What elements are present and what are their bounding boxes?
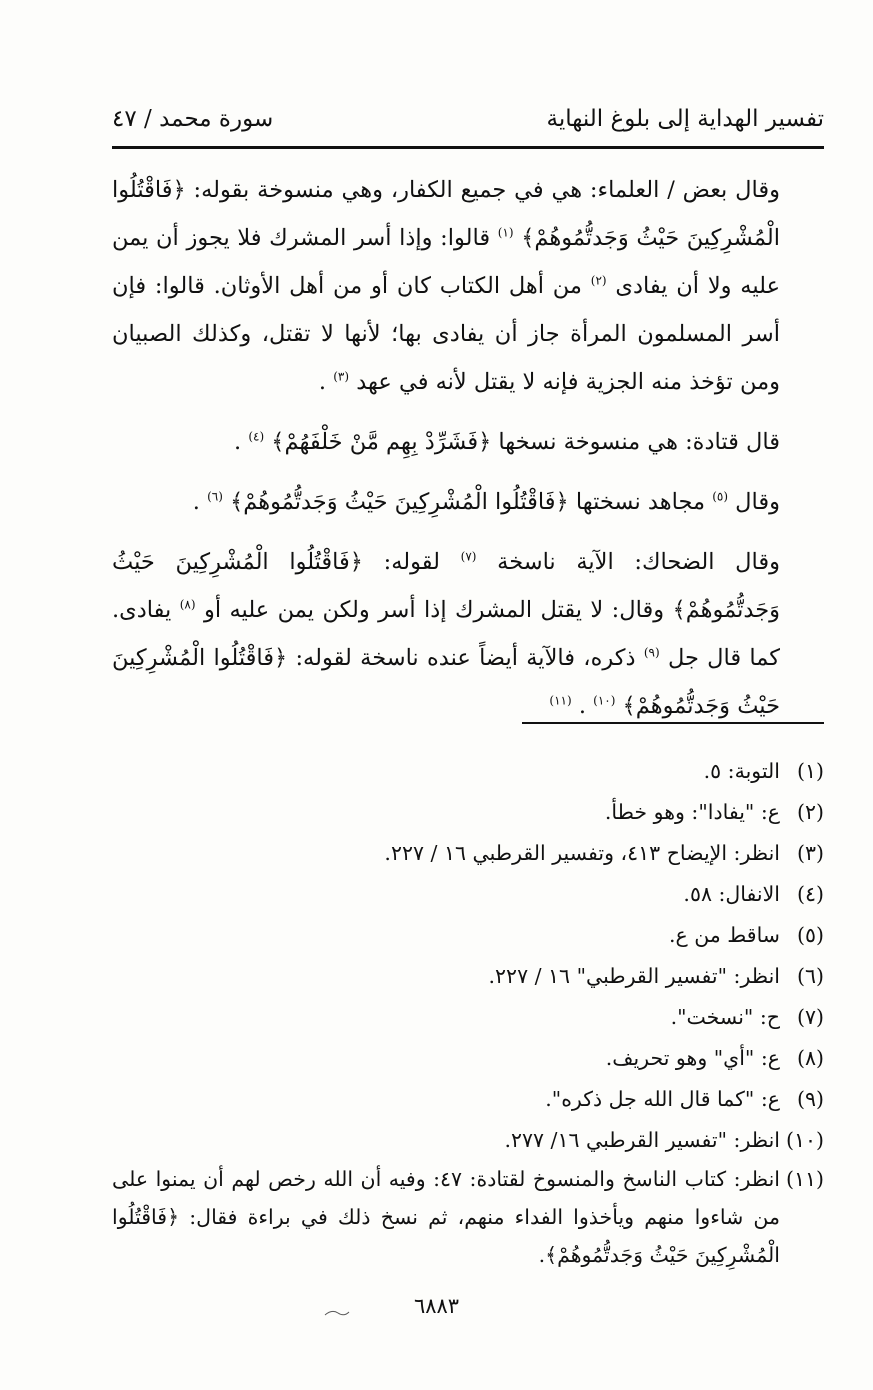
footnote-number: (٢): [796, 799, 824, 824]
surah-reference: سورة محمد / ٤٧: [112, 106, 274, 132]
footnote-item: [112, 1160, 824, 1274]
paragraph-4-text-d: يفادى. كما قال جل: [112, 597, 780, 671]
footnote-item: [112, 832, 824, 873]
paragraph-3-text-b: مجاهد نسختها: [568, 489, 706, 515]
footnote-text: الانفال: ٥٨.: [683, 881, 780, 906]
paragraph-1: [112, 166, 824, 406]
quran-quote: ﴿فَاقْتُلُوا الْمُشْرِكِينَ حَيْثُ وَجَدتُّمُوهُمْ﴾: [112, 177, 780, 251]
footnote-text: ح: "نسخت".: [670, 1004, 780, 1029]
footnote-number: (١): [796, 758, 824, 783]
footnote-text: التوبة: ٥.: [703, 758, 780, 783]
book-title: تفسير الهداية إلى بلوغ النهاية: [546, 106, 824, 132]
paragraph-1-text-c: من أهل الكتاب كان أو من أهل الأوثان. قالوا: فإن أسر المسلمون المرأة جاز أن يفادى بها؛ لأنها لا تقتل، وكذلك الصبيان ومن تؤخذ منه الجزية فإنه لا يقتل لأنه في عهد: [112, 273, 780, 395]
paragraph-3-text-c: .: [192, 489, 200, 515]
quran-quote: ﴿فَاقْتُلُوا الْمُشْرِكِينَ حَيْثُ وَجَدتُّمُوهُمْ﴾: [112, 549, 781, 623]
paragraph-2-text-b: .: [234, 429, 242, 455]
footnote-number: (٣): [796, 840, 824, 865]
footnote-separator: [522, 722, 824, 724]
footnote-text: انظر: "تفسير القرطبي ١٦/ ٢٧٧.: [504, 1127, 780, 1152]
footnote-ref-4[interactable]: (٤): [248, 429, 265, 444]
footnote-text: انظر: كتاب الناسخ والمنسوخ لقتادة: ٤٧: وفيه أن الله رخص لهم أن يمنوا على من شاءوا منهم ويأخذوا الفداء منهم، ثم نسخ ذلك في براءة فقال: ﴿فَاقْتُلُوا الْمُشْرِكِينَ حَيْثُ وَجَدتُّمُوهُمْ﴾.: [112, 1167, 780, 1267]
quran-quote: ﴿فَشَرِّدْ بِهِم مَّنْ خَلْفَهُمْ﴾: [271, 429, 492, 455]
footnote-number: (٨): [796, 1045, 824, 1070]
paragraph-1-text-a: وقال بعض / العلماء: هي في جميع الكفار، وهي منسوخة بقوله:: [185, 177, 780, 203]
footnote-item: [112, 1037, 824, 1078]
paragraph-3: [112, 478, 824, 526]
paragraph-4-text-e: ذكره، فالآية أيضاً عنده ناسخة لقوله:: [287, 645, 636, 671]
paragraph-4-text-b: لقوله:: [362, 549, 440, 575]
paragraph-2-text-a: قال قتادة: هي منسوخة نسخها: [491, 429, 780, 455]
paragraph-3-text-a: وقال: [735, 489, 780, 515]
footnote-number: (٥): [796, 922, 824, 947]
quran-quote: ﴿فَاقْتُلُوا الْمُشْرِكِينَ حَيْثُ وَجَدتُّمُوهُمْ﴾: [112, 645, 780, 719]
footnote-text: انظر: "تفسير القرطبي" ١٦ / ٢٢٧.: [488, 963, 780, 988]
footnote-item: [112, 791, 824, 832]
footnote-number: (٩): [796, 1086, 824, 1111]
footnote-text: ع: "يفادا": وهو خطأ.: [604, 799, 780, 824]
footnote-ref-10[interactable]: (١٠): [593, 693, 616, 708]
footnote-item: [112, 1119, 824, 1160]
footnote-item: [112, 955, 824, 996]
footnote-number: (٧): [796, 1004, 824, 1029]
footnote-number: (٤): [796, 881, 824, 906]
footnotes: [112, 750, 824, 1274]
footnote-text: ساقط من ع.: [668, 922, 780, 947]
footnote-ref-6[interactable]: (٦): [207, 489, 223, 504]
main-text: [112, 166, 824, 730]
paragraph-1-text-d: .: [318, 369, 327, 395]
footnote-item: [112, 750, 824, 791]
header-rule: [112, 146, 824, 149]
paragraph-4: [112, 538, 824, 730]
footnote-ref-3[interactable]: (٣): [333, 369, 350, 384]
footnote-text: انظر: الإيضاح ٤١٣، وتفسير القرطبي ١٦ / ٢٢٧.: [384, 840, 780, 865]
footnote-text: ع: "كما قال الله جل ذكره".: [545, 1086, 780, 1111]
footnote-number: (٦): [796, 963, 824, 988]
footnote-ref-9[interactable]: (٩): [643, 645, 660, 660]
footnote-number: (١١): [785, 1167, 824, 1191]
footnote-ref-8[interactable]: (٨): [179, 597, 196, 612]
page-number: ٦٨٨٣: [413, 1294, 460, 1318]
paragraph-2: [112, 418, 824, 466]
footnote-item: [112, 1078, 824, 1119]
footnote-text: ع: "أي" وهو تحريف.: [605, 1045, 780, 1070]
paragraph-4-text-a: وقال الضحاك: الآية ناسخة: [497, 549, 780, 575]
footnote-number: (١٠): [785, 1127, 824, 1152]
quran-quote: ﴿فَاقْتُلُوا الْمُشْرِكِينَ حَيْثُ وَجَدتُّمُوهُمْ﴾: [230, 489, 569, 515]
footnote-item: [112, 873, 824, 914]
running-header: [112, 98, 824, 140]
footnote-ref-11[interactable]: (١١): [549, 693, 572, 708]
paragraph-4-text-f: .: [578, 693, 586, 719]
footnote-ref-2[interactable]: (٢): [590, 273, 607, 288]
page-mark-icon: [324, 1308, 350, 1318]
footnote-item: [112, 914, 824, 955]
footnote-ref-7[interactable]: (٧): [460, 549, 477, 564]
paragraph-1-text-b: قالوا: وإذا أسر المشرك فلا يجوز أن يمن عليه ولا أن يفادى: [112, 225, 781, 299]
footnote-ref-1[interactable]: (١): [497, 225, 514, 240]
footnote-item: [112, 996, 824, 1037]
paragraph-4-text-c: وقال: لا يقتل المشرك إذا أسر ولكن يمن عليه أو: [203, 597, 665, 623]
footnote-ref-5[interactable]: (٥): [712, 489, 729, 504]
